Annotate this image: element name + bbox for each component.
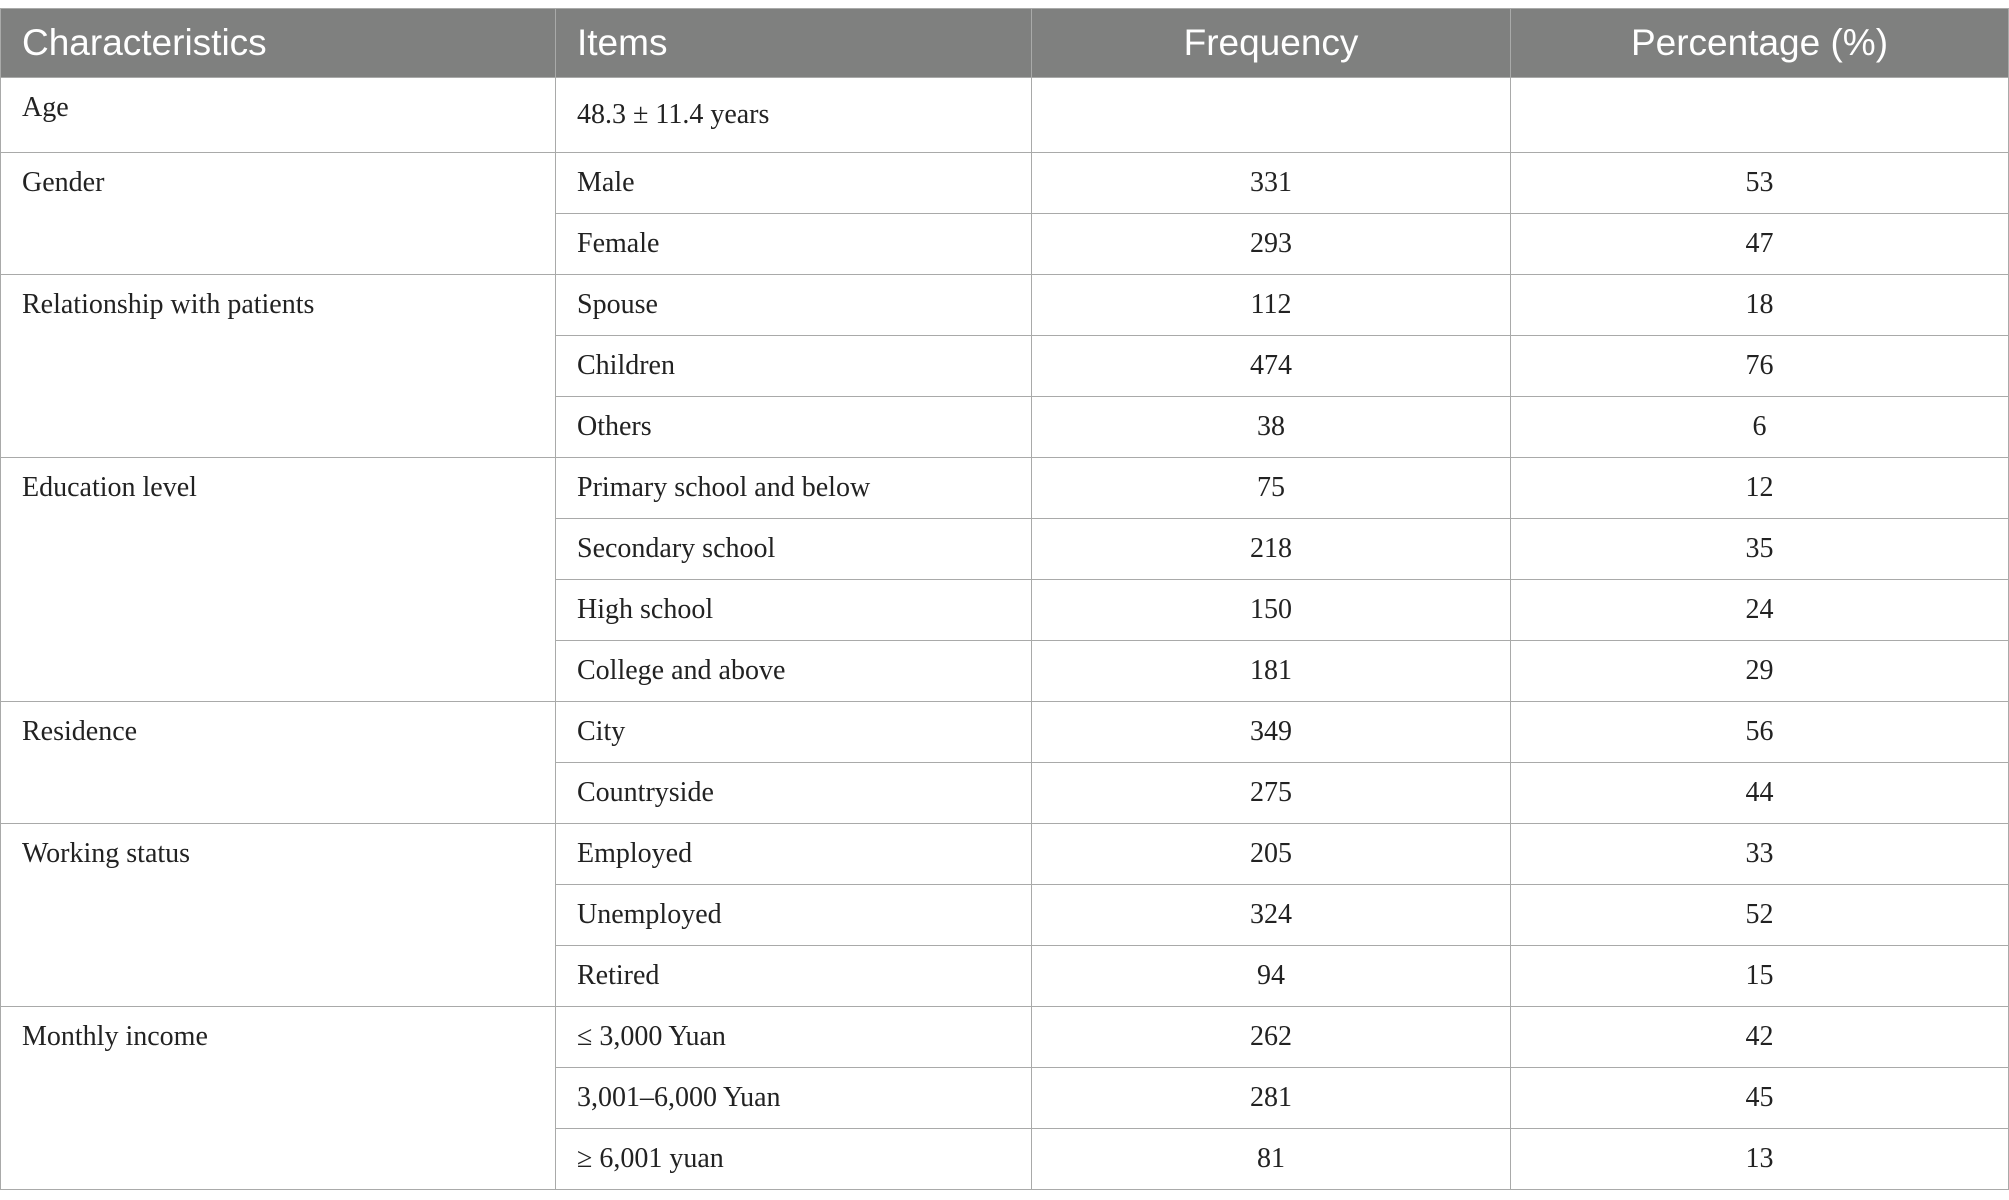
frequency-cell: 331 bbox=[1032, 153, 1511, 214]
percentage-cell: 35 bbox=[1511, 519, 2009, 580]
percentage-cell: 56 bbox=[1511, 702, 2009, 763]
frequency-cell: 275 bbox=[1032, 763, 1511, 824]
percentage-cell: 24 bbox=[1511, 580, 2009, 641]
demographics-table bbox=[0, 8, 2009, 1190]
percentage-cell: 13 bbox=[1511, 1129, 2009, 1190]
item-cell: ≥ 6,001 yuan bbox=[556, 1129, 1032, 1190]
frequency-cell: 293 bbox=[1032, 214, 1511, 275]
frequency-cell: 75 bbox=[1032, 458, 1511, 519]
frequency-cell bbox=[1032, 78, 1511, 153]
table-row bbox=[1, 458, 2009, 519]
item-cell: 48.3 ± 11.4 years bbox=[556, 78, 1032, 153]
percentage-cell: 42 bbox=[1511, 1007, 2009, 1068]
item-cell: Children bbox=[556, 336, 1032, 397]
percentage-cell: 33 bbox=[1511, 824, 2009, 885]
characteristic-cell: Education level bbox=[1, 458, 556, 702]
item-cell: City bbox=[556, 702, 1032, 763]
table-row bbox=[1, 275, 2009, 336]
header-percentage: Percentage (%) bbox=[1511, 9, 2009, 78]
table-row bbox=[1, 153, 2009, 214]
frequency-cell: 324 bbox=[1032, 885, 1511, 946]
frequency-cell: 94 bbox=[1032, 946, 1511, 1007]
item-cell: Male bbox=[556, 153, 1032, 214]
item-cell: Primary school and below bbox=[556, 458, 1032, 519]
item-cell: Unemployed bbox=[556, 885, 1032, 946]
table-header bbox=[1, 9, 2009, 78]
frequency-cell: 262 bbox=[1032, 1007, 1511, 1068]
percentage-cell: 18 bbox=[1511, 275, 2009, 336]
item-cell: High school bbox=[556, 580, 1032, 641]
frequency-cell: 150 bbox=[1032, 580, 1511, 641]
percentage-cell: 45 bbox=[1511, 1068, 2009, 1129]
frequency-cell: 81 bbox=[1032, 1129, 1511, 1190]
characteristic-cell: Gender bbox=[1, 153, 556, 275]
frequency-cell: 205 bbox=[1032, 824, 1511, 885]
percentage-cell: 53 bbox=[1511, 153, 2009, 214]
table-row bbox=[1, 1007, 2009, 1068]
header-row bbox=[1, 9, 2009, 78]
characteristic-cell: Monthly income bbox=[1, 1007, 556, 1190]
characteristic-cell: Residence bbox=[1, 702, 556, 824]
item-cell: Spouse bbox=[556, 275, 1032, 336]
frequency-cell: 281 bbox=[1032, 1068, 1511, 1129]
percentage-cell: 76 bbox=[1511, 336, 2009, 397]
table-row bbox=[1, 702, 2009, 763]
item-cell: Secondary school bbox=[556, 519, 1032, 580]
item-cell: Countryside bbox=[556, 763, 1032, 824]
table-row bbox=[1, 78, 2009, 153]
characteristic-cell: Relationship with patients bbox=[1, 275, 556, 458]
item-cell: Employed bbox=[556, 824, 1032, 885]
percentage-cell: 12 bbox=[1511, 458, 2009, 519]
item-cell: Others bbox=[556, 397, 1032, 458]
percentage-cell: 44 bbox=[1511, 763, 2009, 824]
percentage-cell: 29 bbox=[1511, 641, 2009, 702]
demographics-table-container bbox=[0, 8, 2008, 1190]
table-body bbox=[1, 78, 2009, 1190]
header-frequency: Frequency bbox=[1032, 9, 1511, 78]
frequency-cell: 112 bbox=[1032, 275, 1511, 336]
item-cell: ≤ 3,000 Yuan bbox=[556, 1007, 1032, 1068]
item-cell: 3,001–6,000 Yuan bbox=[556, 1068, 1032, 1129]
percentage-cell: 6 bbox=[1511, 397, 2009, 458]
percentage-cell bbox=[1511, 78, 2009, 153]
header-items: Items bbox=[556, 9, 1032, 78]
item-cell: Retired bbox=[556, 946, 1032, 1007]
frequency-cell: 38 bbox=[1032, 397, 1511, 458]
characteristic-cell: Working status bbox=[1, 824, 556, 1007]
percentage-cell: 47 bbox=[1511, 214, 2009, 275]
frequency-cell: 349 bbox=[1032, 702, 1511, 763]
percentage-cell: 52 bbox=[1511, 885, 2009, 946]
frequency-cell: 181 bbox=[1032, 641, 1511, 702]
percentage-cell: 15 bbox=[1511, 946, 2009, 1007]
frequency-cell: 474 bbox=[1032, 336, 1511, 397]
table-row bbox=[1, 824, 2009, 885]
header-characteristics: Characteristics bbox=[1, 9, 556, 78]
characteristic-cell: Age bbox=[1, 78, 556, 153]
item-cell: College and above bbox=[556, 641, 1032, 702]
item-cell: Female bbox=[556, 214, 1032, 275]
frequency-cell: 218 bbox=[1032, 519, 1511, 580]
